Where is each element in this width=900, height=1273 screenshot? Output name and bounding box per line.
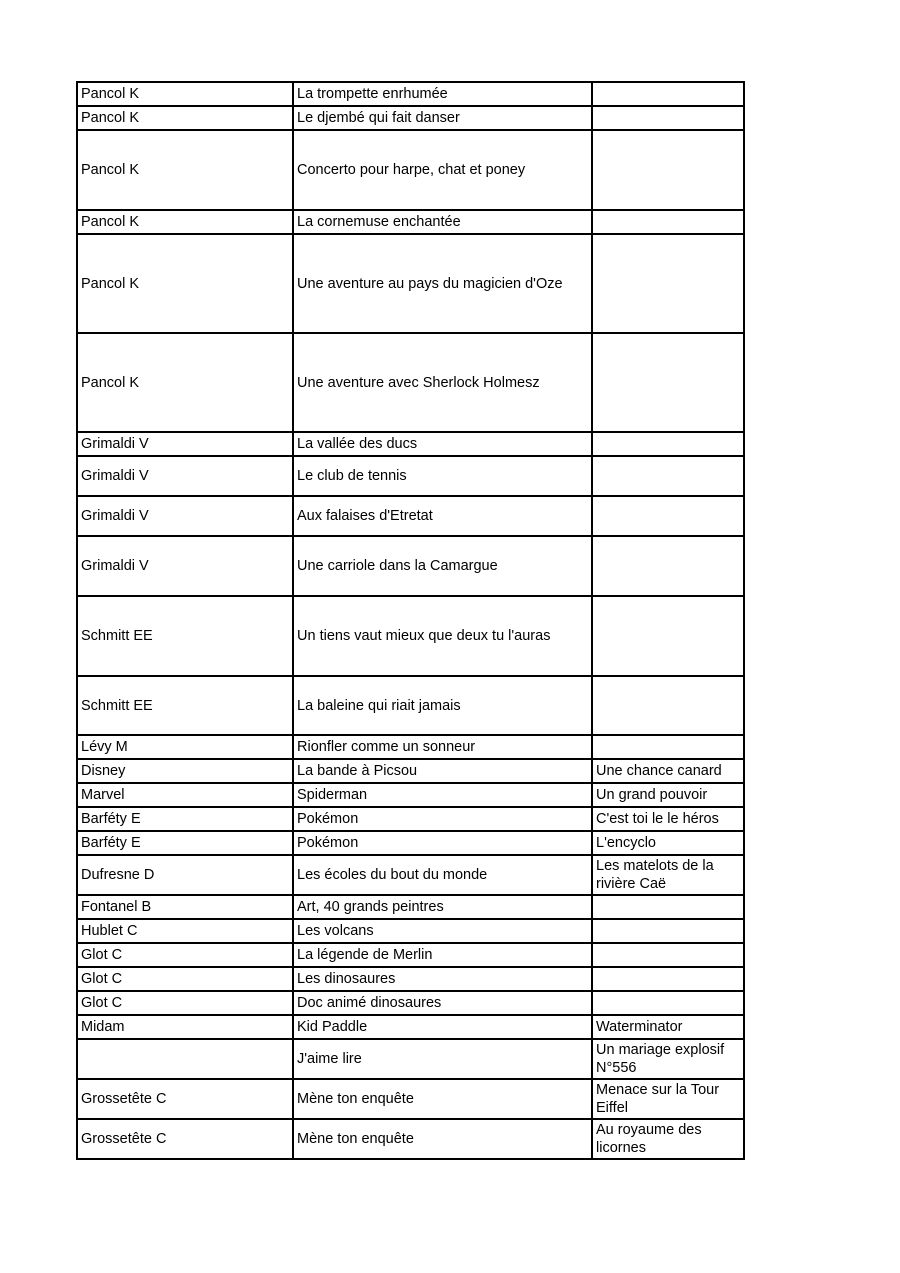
table-row — [77, 967, 744, 991]
title-cell: Une aventure au pays du magicien d'Oze — [293, 234, 592, 333]
table-row — [77, 895, 744, 919]
title-cell: Concerto pour harpe, chat et poney — [293, 130, 592, 210]
author-cell: Hublet C — [77, 919, 293, 943]
author-cell: Grossetête C — [77, 1079, 293, 1119]
title-cell: Spiderman — [293, 783, 592, 807]
title-cell: La légende de Merlin — [293, 943, 592, 967]
title-cell: Pokémon — [293, 807, 592, 831]
note-cell — [592, 735, 744, 759]
author-cell: Lévy M — [77, 735, 293, 759]
author-cell: Schmitt EE — [77, 676, 293, 735]
note-cell: Une chance canard — [592, 759, 744, 783]
note-cell — [592, 82, 744, 106]
author-cell: Dufresne D — [77, 855, 293, 895]
title-cell: Une carriole dans la Camargue — [293, 536, 592, 596]
author-cell: Pancol K — [77, 82, 293, 106]
note-cell — [592, 210, 744, 234]
author-cell: Pancol K — [77, 234, 293, 333]
note-cell — [592, 991, 744, 1015]
title-cell: La trompette enrhumée — [293, 82, 592, 106]
author-cell: Glot C — [77, 991, 293, 1015]
note-cell: Menace sur la Tour Eiffel — [592, 1079, 744, 1119]
table-row — [77, 596, 744, 676]
table-row — [77, 831, 744, 855]
table-row — [77, 855, 744, 895]
title-cell: Les dinosaures — [293, 967, 592, 991]
table-row — [77, 106, 744, 130]
table-row — [77, 943, 744, 967]
table-row — [77, 496, 744, 536]
table-row — [77, 783, 744, 807]
title-cell: Les écoles du bout du monde — [293, 855, 592, 895]
title-cell: J'aime lire — [293, 1039, 592, 1079]
author-cell: Fontanel B — [77, 895, 293, 919]
note-cell — [592, 895, 744, 919]
note-cell: Les matelots de la rivière Caë — [592, 855, 744, 895]
author-cell: Marvel — [77, 783, 293, 807]
table-row — [77, 210, 744, 234]
note-cell — [592, 676, 744, 735]
table-row — [77, 234, 744, 333]
table-row — [77, 1079, 744, 1119]
author-cell: Pancol K — [77, 106, 293, 130]
note-cell: L'encyclo — [592, 831, 744, 855]
note-cell — [592, 496, 744, 536]
title-cell: Aux falaises d'Etretat — [293, 496, 592, 536]
author-cell: Glot C — [77, 943, 293, 967]
table-row — [77, 759, 744, 783]
note-cell — [592, 456, 744, 496]
note-cell: Waterminator — [592, 1015, 744, 1039]
author-cell: Disney — [77, 759, 293, 783]
note-cell: Au royaume des licornes — [592, 1119, 744, 1159]
note-cell: Un mariage explosif N°556 — [592, 1039, 744, 1079]
table-row — [77, 807, 744, 831]
author-cell: Glot C — [77, 967, 293, 991]
author-cell: Pancol K — [77, 210, 293, 234]
note-cell — [592, 234, 744, 333]
title-cell: Le djembé qui fait danser — [293, 106, 592, 130]
title-cell: Un tiens vaut mieux que deux tu l'auras — [293, 596, 592, 676]
title-cell: Kid Paddle — [293, 1015, 592, 1039]
title-cell: Mène ton enquête — [293, 1079, 592, 1119]
title-cell: La cornemuse enchantée — [293, 210, 592, 234]
table-row — [77, 333, 744, 432]
note-cell — [592, 333, 744, 432]
table-row — [77, 536, 744, 596]
author-cell: Pancol K — [77, 130, 293, 210]
table-row — [77, 432, 744, 456]
title-cell: Le club de tennis — [293, 456, 592, 496]
author-cell: Grimaldi V — [77, 456, 293, 496]
title-cell: Pokémon — [293, 831, 592, 855]
note-cell: C'est toi le le héros — [592, 807, 744, 831]
title-cell: Rionfler comme un sonneur — [293, 735, 592, 759]
title-cell: Doc animé dinosaures — [293, 991, 592, 1015]
author-cell: Barféty E — [77, 831, 293, 855]
table-row — [77, 1015, 744, 1039]
title-cell: La vallée des ducs — [293, 432, 592, 456]
note-cell — [592, 106, 744, 130]
note-cell — [592, 919, 744, 943]
note-cell — [592, 432, 744, 456]
note-cell — [592, 967, 744, 991]
author-cell: Schmitt EE — [77, 596, 293, 676]
note-cell — [592, 943, 744, 967]
title-cell: Mène ton enquête — [293, 1119, 592, 1159]
author-cell: Grimaldi V — [77, 536, 293, 596]
note-cell — [592, 536, 744, 596]
author-cell: Grossetête C — [77, 1119, 293, 1159]
title-cell: La baleine qui riait jamais — [293, 676, 592, 735]
table-row — [77, 82, 744, 106]
table-row — [77, 1039, 744, 1079]
title-cell: Une aventure avec Sherlock Holmesz — [293, 333, 592, 432]
author-cell: Pancol K — [77, 333, 293, 432]
title-cell: Les volcans — [293, 919, 592, 943]
note-cell: Un grand pouvoir — [592, 783, 744, 807]
table-row — [77, 919, 744, 943]
title-cell: La bande à Picsou — [293, 759, 592, 783]
author-cell: Midam — [77, 1015, 293, 1039]
note-cell — [592, 130, 744, 210]
author-cell: Grimaldi V — [77, 432, 293, 456]
table-row — [77, 991, 744, 1015]
author-cell: Grimaldi V — [77, 496, 293, 536]
table-row — [77, 735, 744, 759]
table-row — [77, 676, 744, 735]
note-cell — [592, 596, 744, 676]
table-row — [77, 456, 744, 496]
book-list-table — [76, 81, 745, 1160]
table-row — [77, 1119, 744, 1159]
author-cell: Barféty E — [77, 807, 293, 831]
author-cell — [77, 1039, 293, 1079]
title-cell: Art, 40 grands peintres — [293, 895, 592, 919]
table-row — [77, 130, 744, 210]
